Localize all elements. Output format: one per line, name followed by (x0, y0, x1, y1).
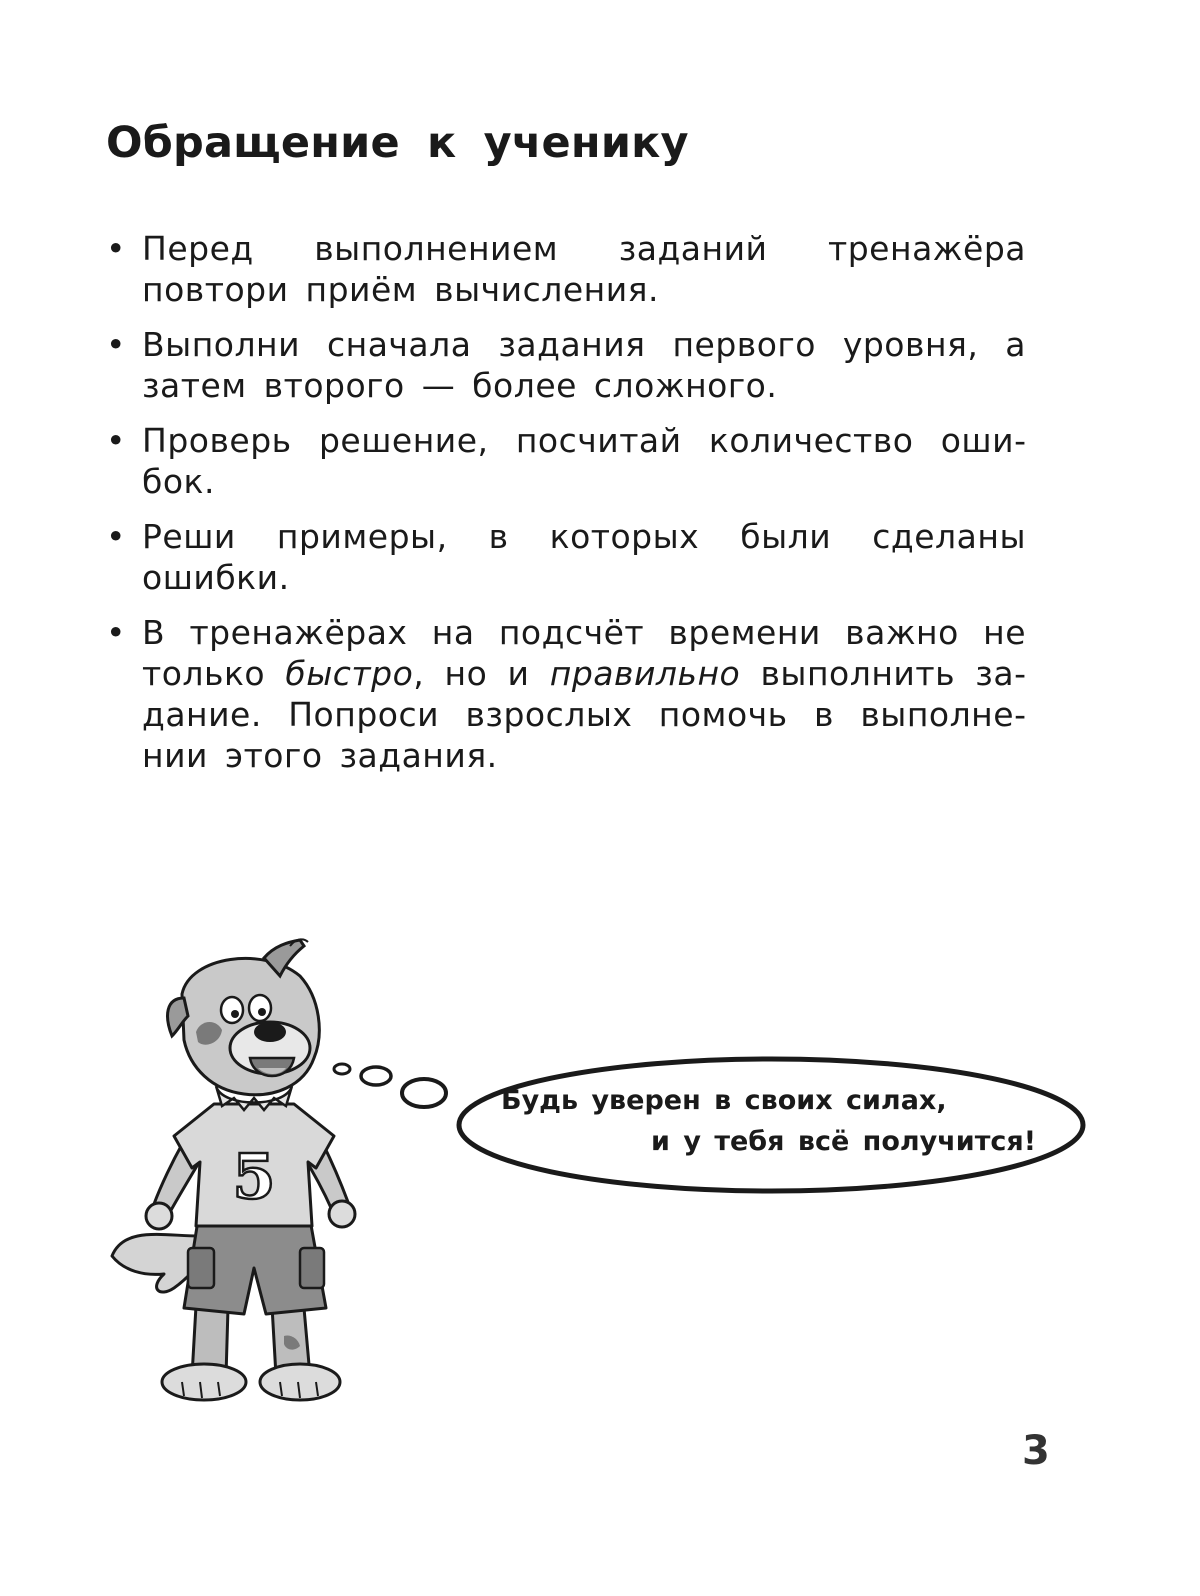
rule-text: Реши примеры, в которых были сделаны ошибки. (142, 517, 1026, 597)
speech-text (455, 1080, 1087, 1162)
rule-text: , но и (413, 654, 550, 693)
shirt-number: 5 (232, 1140, 276, 1213)
bullet-icon: • (106, 517, 126, 556)
speech-line-1: Будь уверен в своих силах, (501, 1085, 947, 1116)
rule-item (106, 612, 1026, 776)
bullet-icon: • (106, 421, 126, 460)
thought-bubbles (328, 1055, 458, 1115)
dog-mascot-icon (104, 936, 384, 1406)
speech-line-2: и у тебя всё получится! (651, 1126, 1037, 1157)
bullet-icon: • (106, 229, 126, 268)
rule-text: В тренажёрах на подсчёт времени важно не только (142, 613, 1026, 693)
page-number: 3 (1022, 1428, 1050, 1474)
rule-text: выполнить задание. Попроси взрослых помочь в выполнении этого задания. (142, 654, 1026, 775)
page-title: Обращение к ученику (106, 118, 689, 168)
emphasis-text: быстро (285, 654, 414, 693)
rule-text: Проверь решение, посчитай количество ошибок. (142, 421, 1026, 501)
rule-item (106, 420, 1026, 502)
rules-list (106, 228, 1026, 790)
rule-item (106, 516, 1026, 598)
bullet-icon: • (106, 613, 126, 652)
rule-text: Выполни сначала задания первого уровня, а затем второго — более сложного. (142, 325, 1026, 405)
emphasis-text: правильно (549, 654, 741, 693)
rule-text: Перед выполнением заданий тренажёра повтори приём вычисления. (142, 229, 1026, 309)
rule-item (106, 228, 1026, 310)
bullet-icon: • (106, 325, 126, 364)
rule-item (106, 324, 1026, 406)
